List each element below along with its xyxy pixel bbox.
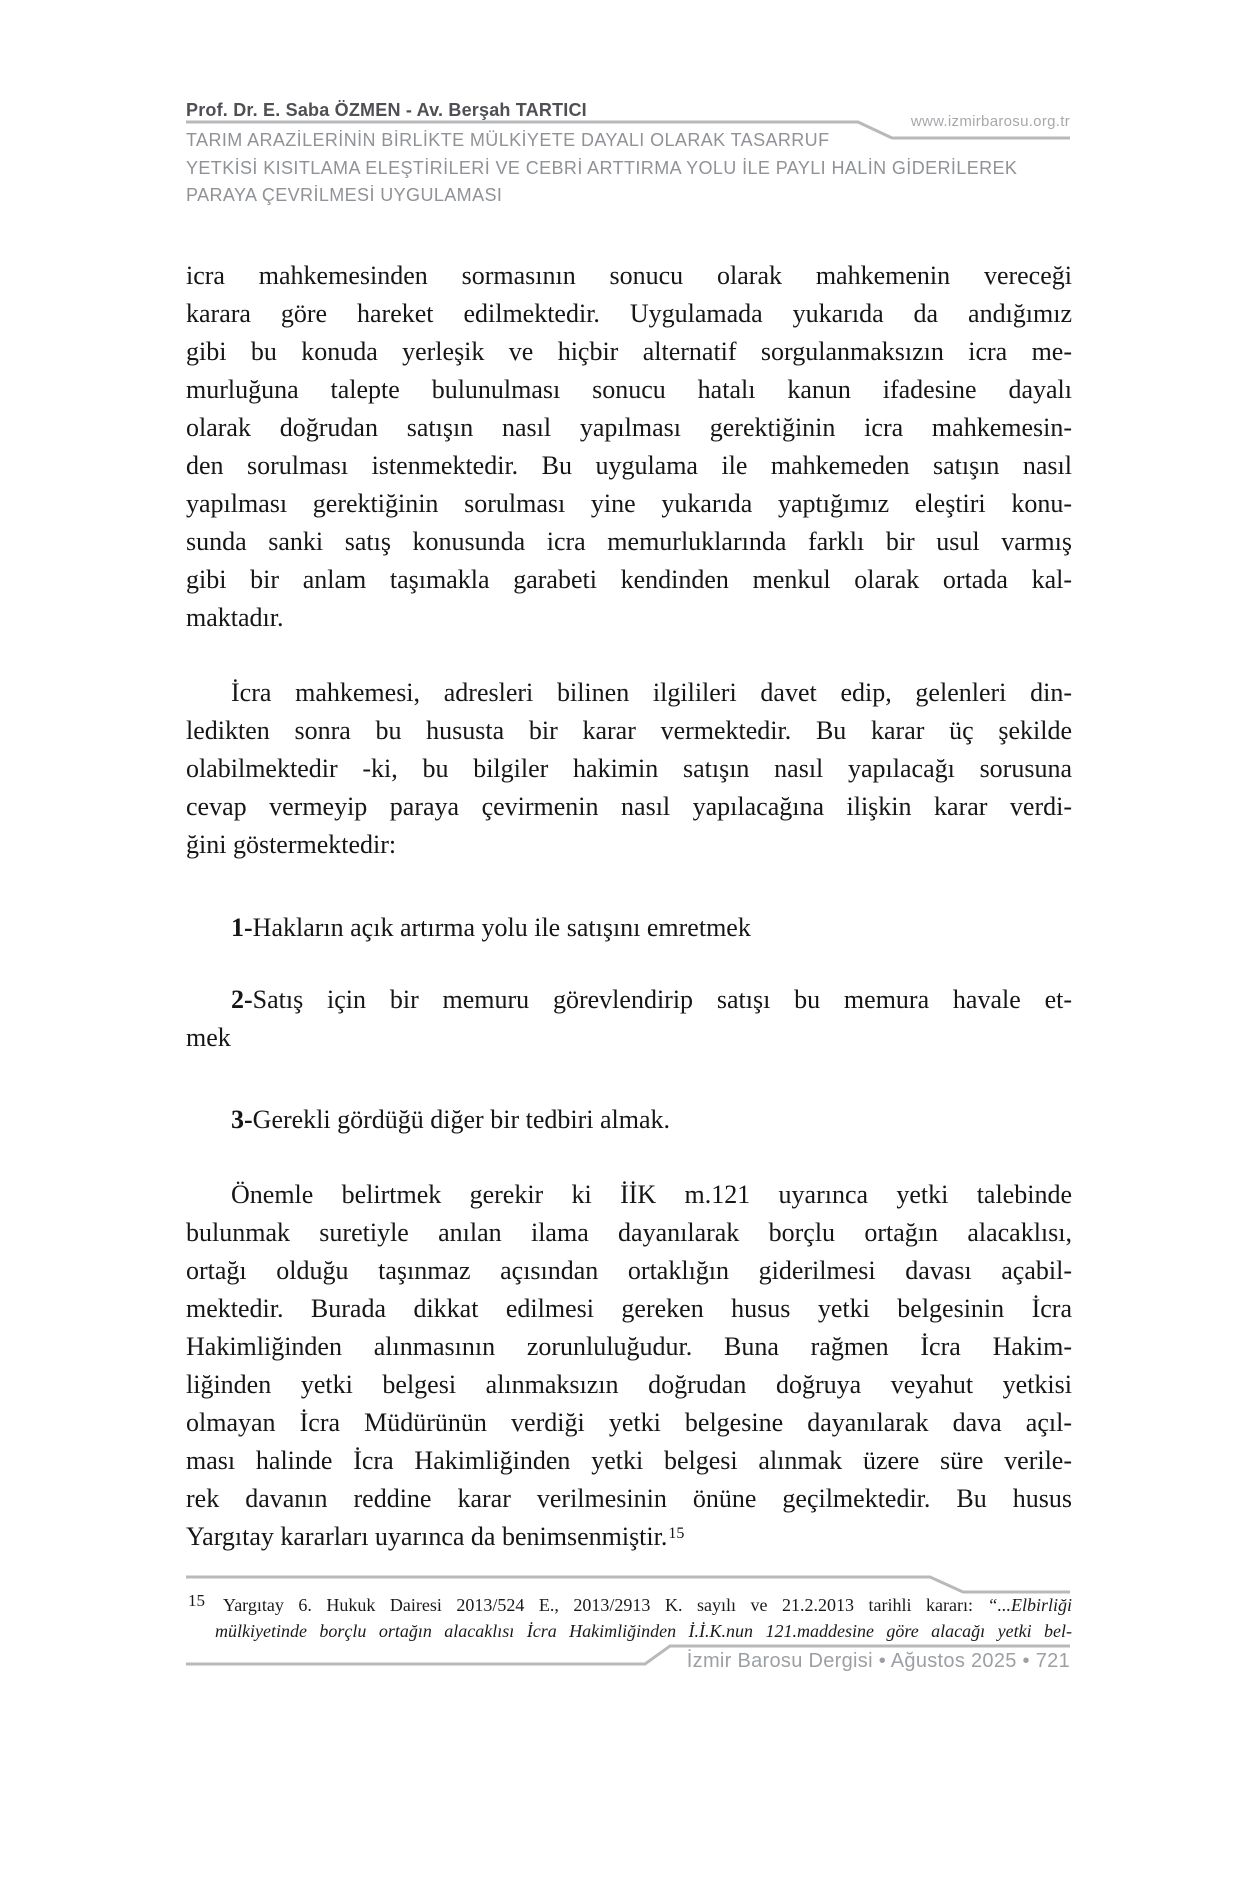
text-line: olabilmektedir -ki, bu bilgiler hakimin satışın nasıl yapılacağı sorusuna [186, 754, 1072, 783]
item-text: Hakların açık artırma yolu ile satışını emretmek [252, 913, 751, 942]
text-line: mek [186, 1023, 231, 1052]
text-line: ledikten sonra bu hususta bir karar vermektedir. Bu karar üç şekilde [186, 716, 1072, 745]
text-line: Yargıtay kararları uyarınca da benimsenmiştir. [186, 1522, 668, 1551]
list-item-3 [186, 1101, 1072, 1139]
authors-line: Prof. Dr. E. Saba ÖZMEN - Av. Berşah TARTICI [186, 100, 587, 120]
page-footer [655, 1650, 1070, 1673]
footer-separator: • [878, 1650, 886, 1672]
article-body [186, 257, 1072, 1556]
page-number: 721 [1035, 1650, 1070, 1672]
footnote-15 [186, 1592, 1072, 1644]
text-line [186, 1101, 1072, 1139]
paragraph-3 [186, 1176, 1072, 1518]
text-line: den sorulması istenmektedir. Bu uygulama ile mahkemeden satışın nasıl [186, 451, 1072, 480]
text-line: icra mahkemesinden sormasının sonucu olarak mahkemenin vereceği [186, 261, 1072, 290]
text-line: olmayan İcra Müdürünün verdiği yetki belgesine dayanılarak dava açıl- [186, 1408, 1072, 1437]
footnote-number: 15 [188, 1591, 205, 1610]
footnote-reference: 15 [668, 1525, 685, 1542]
text-line: mektedir. Burada dikkat edilmesi gereken husus yetki belgesinin İcra [186, 1294, 1072, 1323]
text-line: karara göre hareket edilmektedir. Uygulamada yukarıda da andığımız [186, 299, 1072, 328]
article-title-line: YETKİSİ KISITLAMA ELEŞTİRİLERİ VE CEBRİ ARTTIRMA YOLU İLE PAYLI HALİN GİDERİLEREK [186, 157, 1018, 178]
item-number: 1- [231, 913, 253, 942]
paragraph-2 [186, 674, 1072, 864]
article-title-line: TARIM ARAZİLERİNİN BİRLİKTE MÜLKİYETE DAYALI OLARAK TASARRUF [186, 130, 830, 150]
text-line: sunda sanki satış konusunda icra memurluklarında farklı bir usul varmış [186, 527, 1072, 556]
text-line: maktadır. [186, 603, 284, 632]
text-line: gibi bir anlam taşımakla garabeti kendinden menkul olarak ortada kal- [186, 565, 1072, 594]
item-text: Satış için bir memuru görevlendirip satışı bu memura havale et- [252, 985, 1072, 1014]
item-number: 3- [231, 1105, 253, 1134]
text-line: Hakimliğinden alınmasının zorunluluğudur. Buna rağmen İcra Hakim- [186, 1332, 1072, 1361]
text-line: murluğuna talepte bulunulması sonucu hatalı kanun ifadesine dayalı [186, 375, 1072, 404]
text-line: ğini göstermektedir: [186, 830, 397, 859]
text-line [186, 981, 1072, 1019]
text-line: olarak doğrudan satışın nasıl yapılması gerektiğinin icra mahkemesin- [186, 413, 1072, 442]
text-line: liğinden yetki belgesi alınmaksızın doğrudan doğruya veyahut yetkisi [186, 1370, 1072, 1399]
text-line: yapılması gerektiğinin sorulması yine yukarıda yaptığımız eleştiri konu- [186, 489, 1072, 518]
journal-name: İzmir Barosu Dergisi [686, 1650, 873, 1672]
paragraph-1 [186, 257, 1072, 637]
footnote-separator-rule [186, 1577, 1070, 1592]
text-line: cevap vermeyip paraya çevirmenin nasıl yapılacağına ilişkin karar verdi- [186, 792, 1072, 821]
footnote-quote-italic: “...Elbirliği [987, 1595, 1072, 1615]
text-line [186, 909, 1072, 947]
list-item-2 [186, 981, 1072, 1057]
text-line: ması halinde İcra Hakimliğinden yetki belgesi alınmak üzere süre verile- [186, 1446, 1072, 1475]
footnote-text: Yargıtay 6. Hukuk Dairesi 2013/524 E., 2013/2913 K. sayılı ve 21.2.2013 tarihli kararı: [223, 1595, 988, 1615]
text-line: bulunmak suretiyle anılan ilama dayanılarak borçlu ortağın alacaklısı, [186, 1218, 1072, 1247]
text-line: ortağı olduğu taşınmaz açısından ortaklığın giderilmesi davası açabil- [186, 1256, 1072, 1285]
text-line: gibi bu konuda yerleşik ve hiçbir alternatif sorgulanmaksızın icra me- [186, 337, 1072, 366]
article-title-line: PARAYA ÇEVRİLMESİ UYGULAMASI [186, 185, 503, 205]
footnote-line [215, 1592, 1072, 1618]
item-number: 2- [231, 985, 253, 1014]
footnote-line [215, 1618, 1072, 1644]
article-title [186, 127, 1056, 210]
text-line: rek davanın reddine karar verilmesinin önüne geçilmektedir. Bu husus [186, 1484, 1072, 1513]
list-item-1 [186, 909, 1072, 947]
paragraph-3-last-line [186, 1518, 1072, 1556]
footer-separator: • [1022, 1650, 1030, 1672]
text-line: Önemle belirtmek gerekir ki İİK m.121 uyarınca yetki talebinde [231, 1180, 1072, 1209]
journal-website: www.izmirbarosu.org.tr [910, 113, 1070, 130]
text-line: İcra mahkemesi, adresleri bilinen ilgilileri davet edip, gelenleri din- [231, 678, 1072, 707]
item-text: Gerekli gördüğü diğer bir tedbiri almak. [252, 1105, 670, 1134]
issue-date: Ağustos 2025 [890, 1650, 1017, 1672]
footnote-quote-italic: mülkiyetinde borçlu ortağın alacaklısı İcra Hakimliğinden İ.İ.K.nun 121.maddesine göre alacağı yetki bel- [215, 1621, 1072, 1641]
